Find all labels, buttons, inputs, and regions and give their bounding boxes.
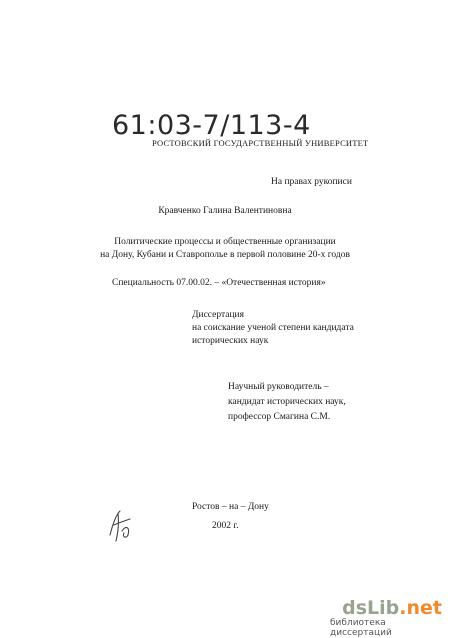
watermark-ds: ds	[342, 597, 368, 619]
city: Ростов – на – Дону	[192, 502, 269, 512]
advisor-line-2: кандидат исторических наук,	[228, 397, 346, 407]
dissertation-line-1: Диссертация	[192, 310, 244, 320]
advisor-line-1: Научный руководитель –	[228, 382, 329, 392]
manuscript-rights-note: На правах рукописи	[271, 177, 352, 187]
handwritten-signature	[104, 505, 140, 545]
dissertation-line-2: на соискание ученой степени кандидата	[192, 323, 354, 333]
handwritten-archive-number: 61:03-7/113-4	[112, 110, 311, 141]
specialty: Специальность 07.00.02. – «Отечественная история»	[112, 278, 326, 288]
watermark-subtitle: библиотека диссертаций	[330, 618, 392, 638]
watermark-logo	[342, 598, 442, 618]
dissertation-line-3: исторических наук	[192, 336, 269, 346]
university-name: РОСТОВСКИЙ ГОСУДАРСТВЕННЫЙ УНИВЕРСИТЕТ	[152, 138, 369, 148]
title-line-1: Политические процессы и общественные организации	[114, 237, 336, 247]
author-name: Кравченко Галина Валентиновна	[158, 206, 292, 216]
title-line-2: на Дону, Кубани и Ставрополье в первой половине 20-х годов	[100, 250, 350, 260]
dslib-watermark	[330, 597, 442, 638]
advisor-line-3: профессор Смагина С.М.	[228, 412, 331, 422]
year: 2002 г.	[212, 521, 239, 531]
watermark-lib: Lib	[367, 597, 400, 619]
watermark-net: .net	[399, 597, 442, 619]
